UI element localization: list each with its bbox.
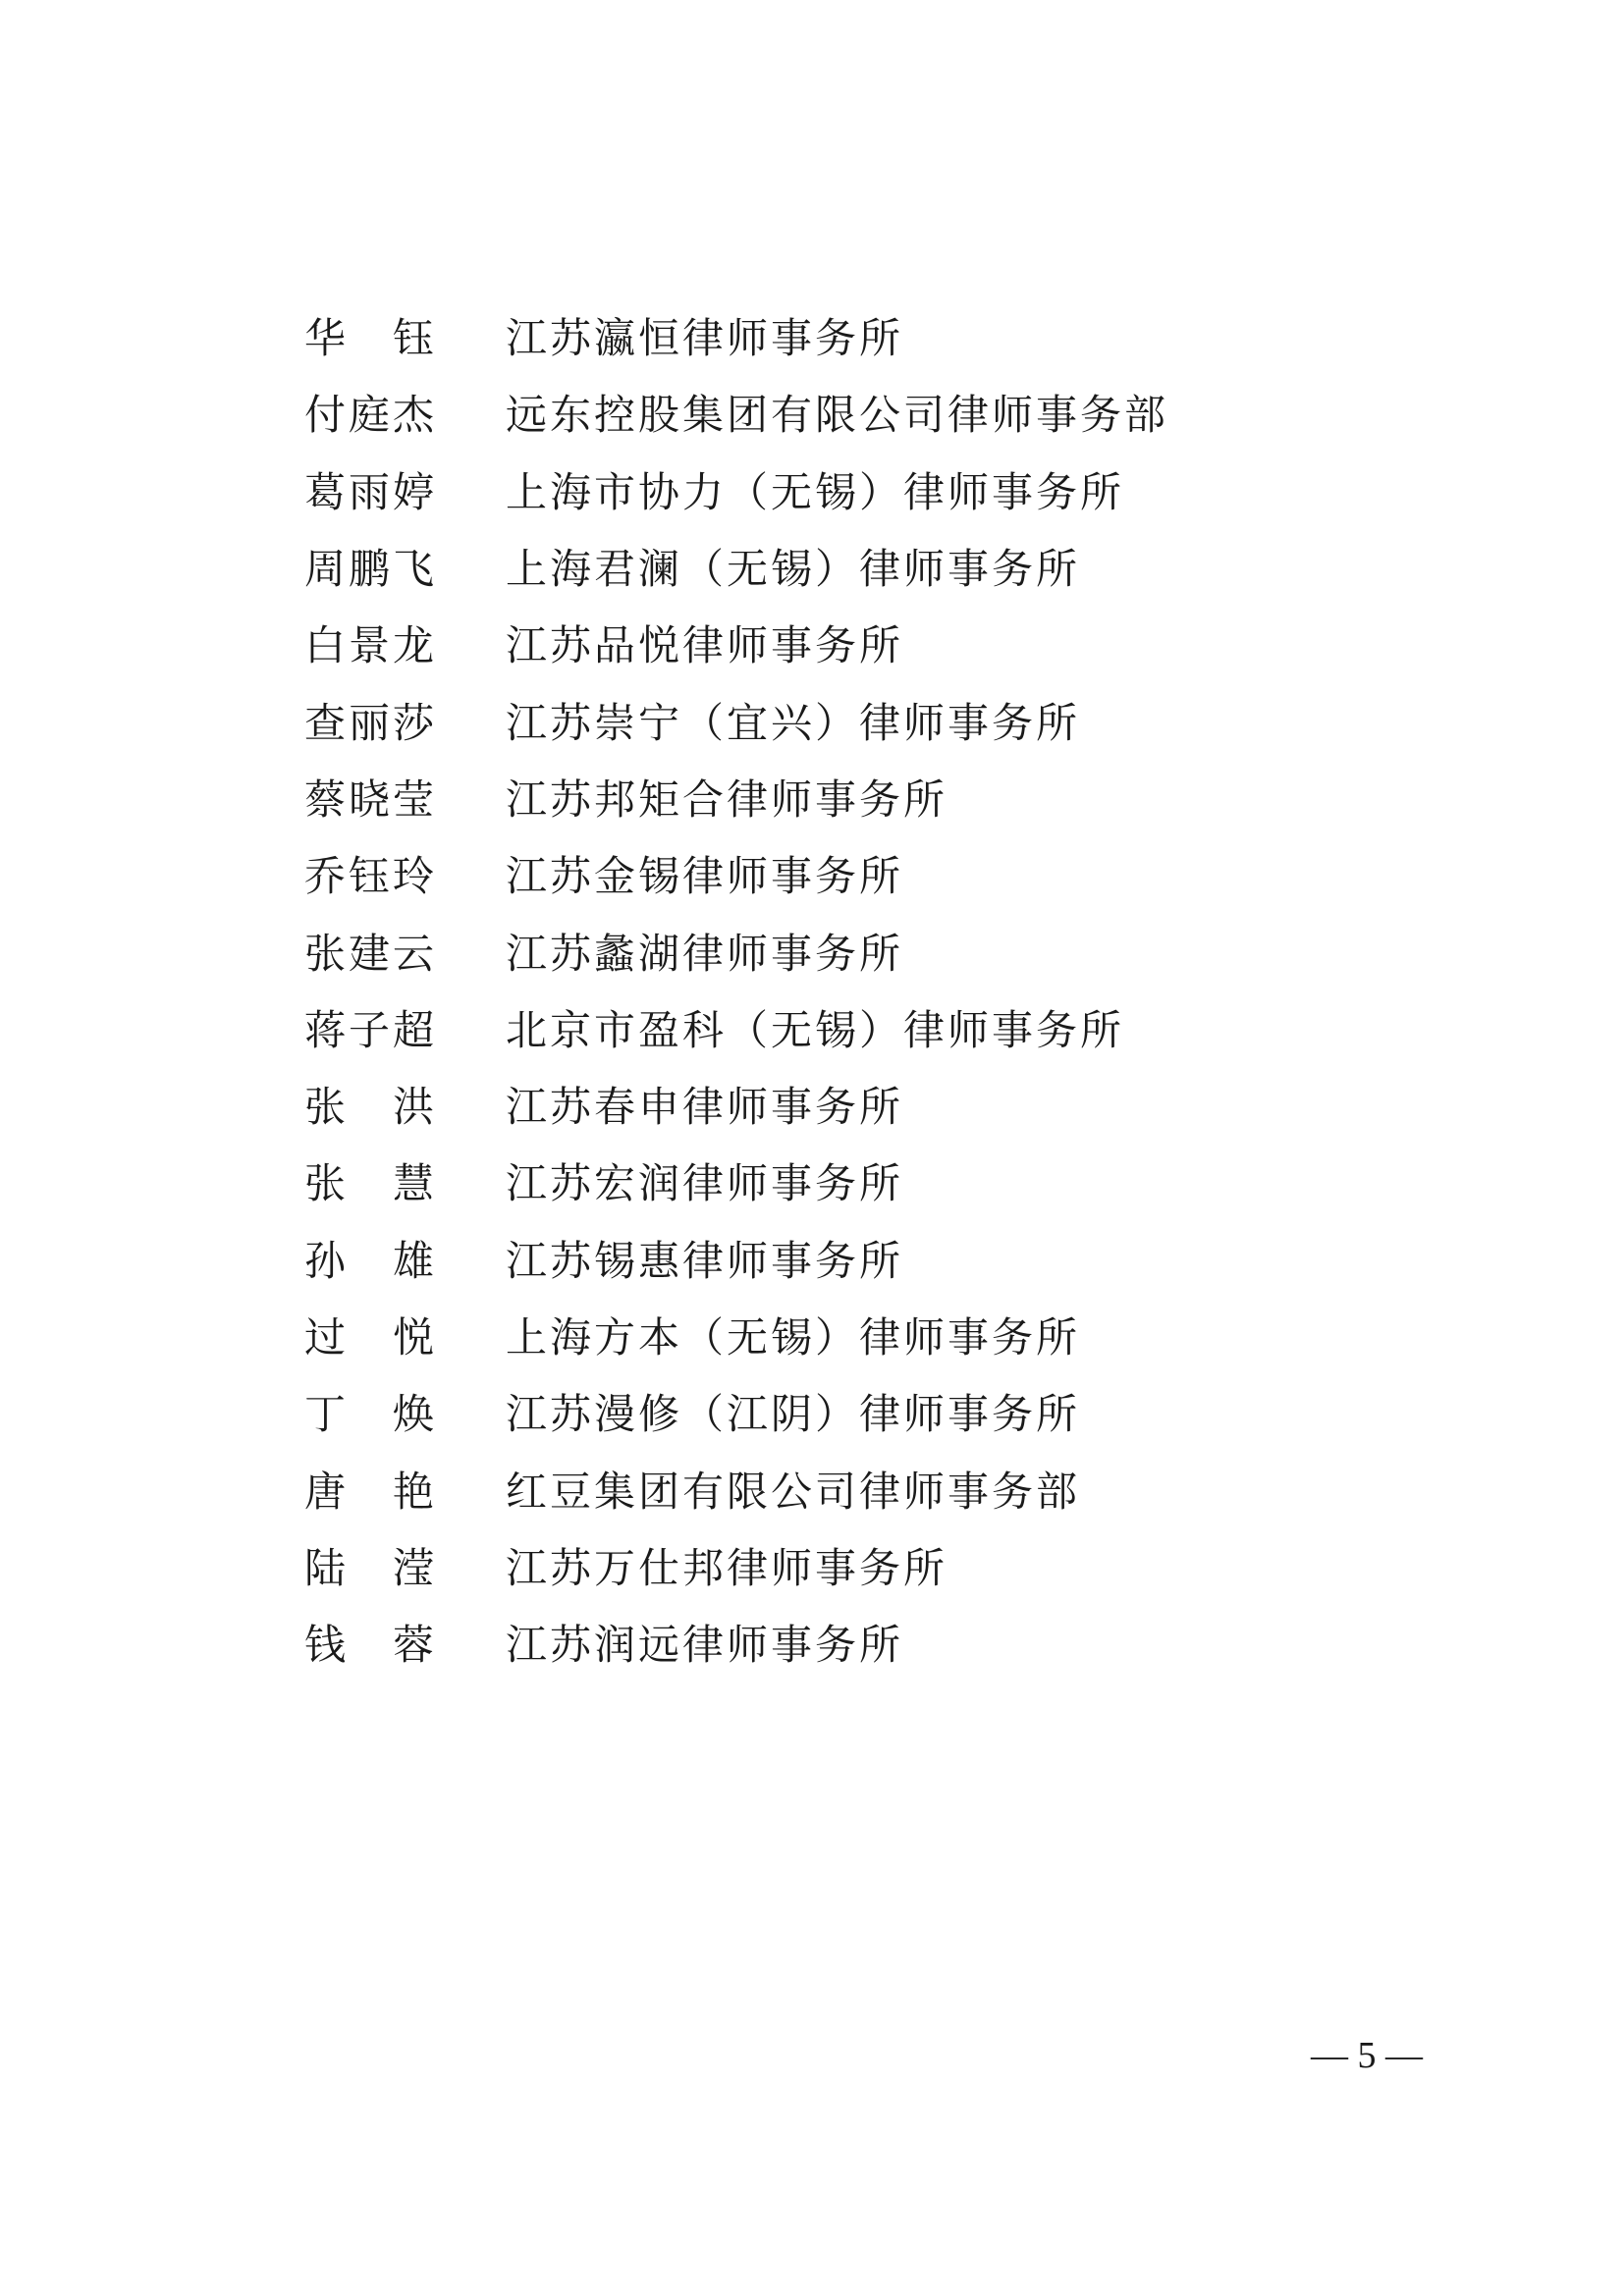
name-character: 婷 (392, 467, 434, 516)
law-firm-name: 远东控股集团有限公司律师事务部 (506, 391, 1169, 440)
name-character: 莎 (392, 698, 434, 747)
name-character: 鹏 (348, 545, 390, 594)
lawyer-name (304, 1083, 434, 1132)
list-item (304, 1376, 1384, 1453)
list-item (304, 992, 1384, 1069)
name-character: 丁 (304, 1390, 347, 1439)
list-item (304, 1453, 1384, 1529)
name-character: 建 (348, 929, 390, 978)
name-character: 庭 (348, 391, 390, 440)
name-character: 雨 (348, 467, 390, 516)
name-character: 周 (304, 545, 347, 594)
name-character: 悦 (392, 1313, 434, 1362)
name-character: 杰 (392, 391, 434, 440)
lawyer-name (304, 1236, 434, 1285)
name-character: 孙 (304, 1236, 347, 1285)
name-character: 飞 (392, 545, 434, 594)
name-character: 乔 (304, 852, 347, 901)
name-character: 钰 (348, 852, 390, 901)
lawyer-name (304, 1467, 434, 1516)
list-item (304, 531, 1384, 608)
law-firm-name: 江苏宏润律师事务所 (506, 1159, 904, 1208)
name-character: 艳 (392, 1467, 434, 1516)
lawyer-name (304, 314, 434, 363)
name-character: 慧 (392, 1159, 434, 1208)
name-character: 付 (304, 391, 347, 440)
name-character: 张 (304, 929, 347, 978)
lawyer-name (304, 774, 434, 824)
name-character: 查 (304, 698, 347, 747)
name-character: 莹 (392, 774, 434, 824)
law-firm-name: 上海市协力（无锡）律师事务所 (506, 467, 1125, 516)
name-character: 洪 (392, 1083, 434, 1132)
law-firm-name: 江苏金锡律师事务所 (506, 852, 904, 901)
lawyer-name (304, 621, 434, 670)
law-firm-name: 江苏万仕邦律师事务所 (506, 1543, 948, 1592)
name-character: 晓 (348, 774, 390, 824)
list-item (304, 377, 1384, 454)
name-character: 蔡 (304, 774, 347, 824)
name-character: 钱 (304, 1621, 347, 1670)
law-firm-name: 红豆集团有限公司律师事务部 (506, 1467, 1081, 1516)
law-firm-name: 江苏蠡湖律师事务所 (506, 929, 904, 978)
name-character: 子 (348, 1005, 390, 1054)
list-item (304, 1146, 1384, 1222)
name-character: 唐 (304, 1467, 347, 1516)
lawyer-name (304, 391, 434, 440)
list-item (304, 300, 1384, 377)
name-character: 蒋 (304, 1005, 347, 1054)
name-character: 云 (392, 929, 434, 978)
law-firm-name: 上海方本（无锡）律师事务所 (506, 1313, 1081, 1362)
lawyer-name (304, 1005, 434, 1054)
law-firm-name: 江苏邦矩合律师事务所 (506, 774, 948, 824)
lawyer-name (304, 545, 434, 594)
name-character: 华 (304, 314, 347, 363)
law-firm-name: 江苏崇宁（宜兴）律师事务所 (506, 698, 1081, 747)
law-firm-name: 上海君澜（无锡）律师事务所 (506, 545, 1081, 594)
list-item (304, 1530, 1384, 1607)
lawyer-name (304, 1543, 434, 1592)
list-item (304, 762, 1384, 838)
lawyer-name (304, 1390, 434, 1439)
name-character: 陆 (304, 1543, 347, 1592)
name-character: 张 (304, 1159, 347, 1208)
list-item (304, 454, 1384, 531)
lawyer-name (304, 1313, 434, 1362)
name-character: 丽 (348, 698, 390, 747)
lawyer-name (304, 1159, 434, 1208)
page-number: — 5 — (1311, 2035, 1423, 2076)
name-character: 蓉 (392, 1621, 434, 1670)
name-character: 雄 (392, 1236, 434, 1285)
lawyer-name (304, 1621, 434, 1670)
law-firm-name: 江苏润远律师事务所 (506, 1621, 904, 1670)
law-firm-name: 江苏春申律师事务所 (506, 1083, 904, 1132)
lawyer-name (304, 929, 434, 978)
list-item (304, 608, 1384, 684)
lawyer-list (304, 300, 1384, 1683)
law-firm-name: 江苏锡惠律师事务所 (506, 1236, 904, 1285)
list-item (304, 1300, 1384, 1376)
law-firm-name: 北京市盈科（无锡）律师事务所 (506, 1005, 1125, 1054)
name-character: 张 (304, 1083, 347, 1132)
law-firm-name: 江苏瀛恒律师事务所 (506, 314, 904, 363)
list-item (304, 1069, 1384, 1146)
name-character: 滢 (392, 1543, 434, 1592)
lawyer-name (304, 698, 434, 747)
list-item (304, 1223, 1384, 1300)
list-item (304, 684, 1384, 761)
name-character: 白 (304, 621, 347, 670)
list-item (304, 838, 1384, 915)
name-character: 葛 (304, 467, 347, 516)
name-character: 钰 (392, 314, 434, 363)
list-item (304, 1607, 1384, 1683)
name-character: 玲 (392, 852, 434, 901)
law-firm-name: 江苏漫修（江阴）律师事务所 (506, 1390, 1081, 1439)
list-item (304, 915, 1384, 991)
lawyer-name (304, 852, 434, 901)
name-character: 超 (392, 1005, 434, 1054)
name-character: 焕 (392, 1390, 434, 1439)
lawyer-name (304, 467, 434, 516)
name-character: 景 (348, 621, 390, 670)
name-character: 龙 (392, 621, 434, 670)
law-firm-name: 江苏品悦律师事务所 (506, 621, 904, 670)
name-character: 过 (304, 1313, 347, 1362)
